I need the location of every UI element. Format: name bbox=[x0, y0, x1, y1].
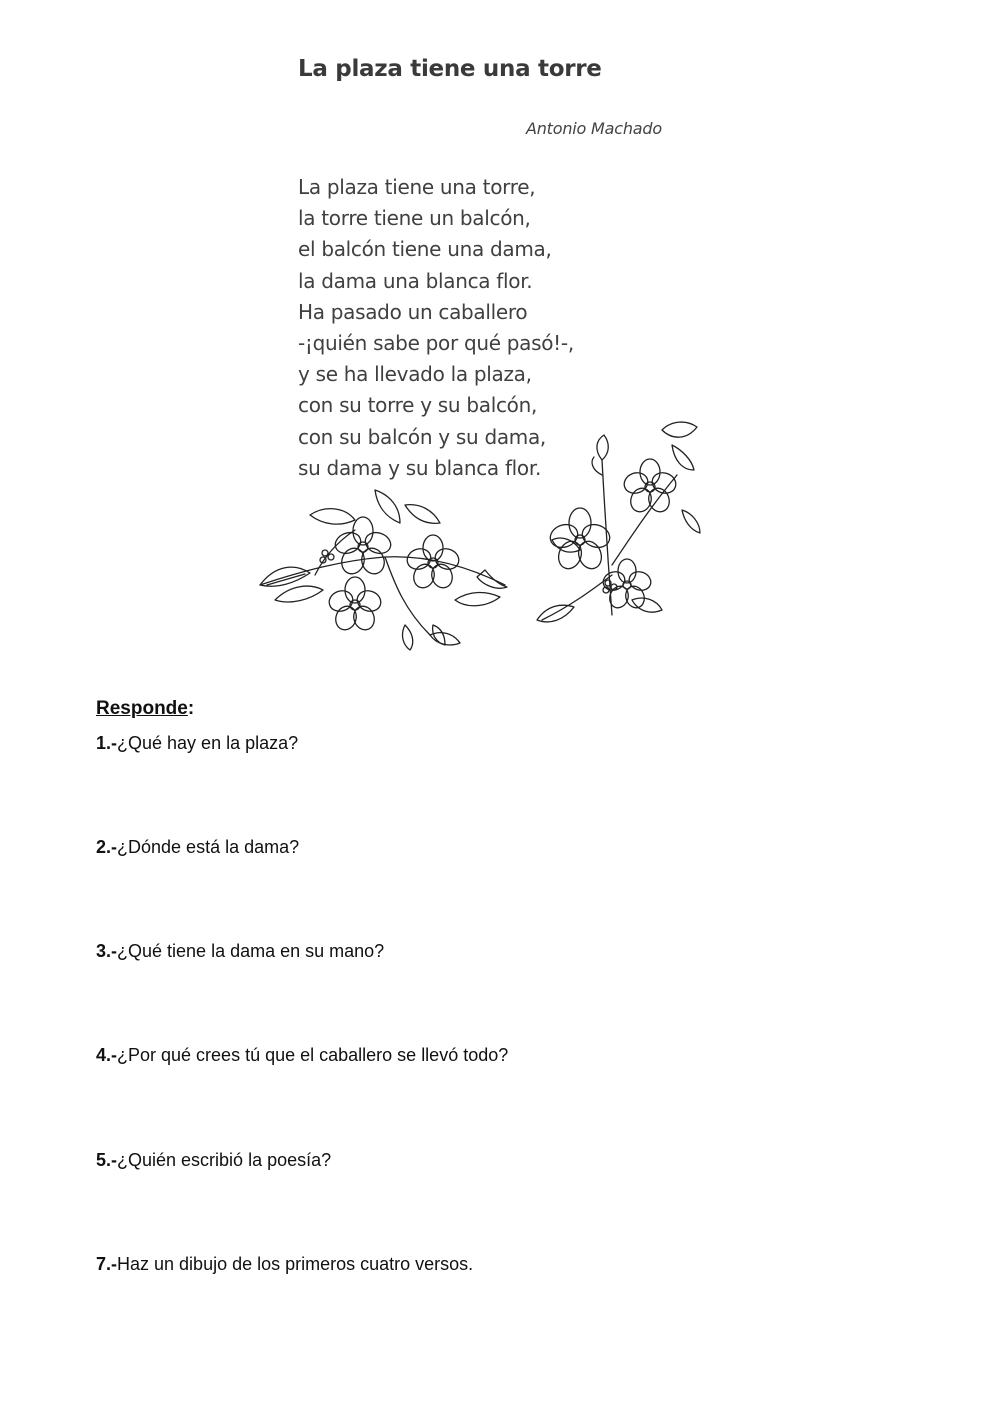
poem-verse: La plaza tiene una torre, bbox=[298, 175, 536, 199]
exercise-heading-colon: : bbox=[187, 698, 195, 719]
exercise-heading-label: Responde bbox=[96, 698, 188, 719]
exercise-heading bbox=[96, 698, 194, 720]
question-text: ¿Qué tiene la dama en su mano? bbox=[117, 941, 385, 961]
poem-verse: con su torre y su balcón, bbox=[298, 393, 538, 418]
question-number: 7.- bbox=[96, 1254, 118, 1274]
question-7 bbox=[96, 1254, 473, 1275]
poem-verse: Ha pasado un caballero bbox=[298, 299, 528, 324]
poem-verse: la dama una blanca flor. bbox=[298, 268, 533, 293]
poem-verse: el balcón tiene una dama, bbox=[298, 237, 552, 262]
question-5 bbox=[96, 1150, 331, 1171]
question-2 bbox=[96, 837, 299, 858]
poem-verse: su dama y su blanca flor. bbox=[298, 455, 542, 480]
poem-verse: y se ha llevado la plaza, bbox=[298, 362, 532, 387]
question-text: ¿Qué hay en la plaza? bbox=[117, 733, 299, 753]
flower-bouquet-icon bbox=[532, 415, 707, 630]
question-4 bbox=[96, 1045, 508, 1066]
poem-verse: la torre tiene un balcón, bbox=[298, 206, 531, 231]
flower-bouquet-icon bbox=[255, 485, 510, 655]
question-text: ¿Dónde está la dama? bbox=[117, 837, 300, 857]
poem-verse: -¡quién sabe por qué pasó!-, bbox=[298, 330, 574, 355]
question-text: ¿Quién escribió la poesía? bbox=[117, 1150, 332, 1170]
question-number: 5.- bbox=[96, 1150, 118, 1170]
question-1 bbox=[96, 733, 298, 754]
question-3 bbox=[96, 941, 384, 962]
question-number: 4.- bbox=[96, 1045, 118, 1065]
question-number: 3.- bbox=[96, 941, 118, 961]
poem-title: La plaza tiene una torre bbox=[298, 56, 602, 82]
poem-verse: con su balcón y su dama, bbox=[298, 424, 546, 449]
question-number: 1.- bbox=[96, 733, 118, 753]
question-text: ¿Por qué crees tú que el caballero se llevó todo? bbox=[117, 1045, 509, 1065]
poem-author: Antonio Machado bbox=[526, 119, 662, 138]
question-number: 2.- bbox=[96, 837, 118, 857]
question-text: Haz un dibujo de los primeros cuatro versos. bbox=[117, 1254, 474, 1274]
